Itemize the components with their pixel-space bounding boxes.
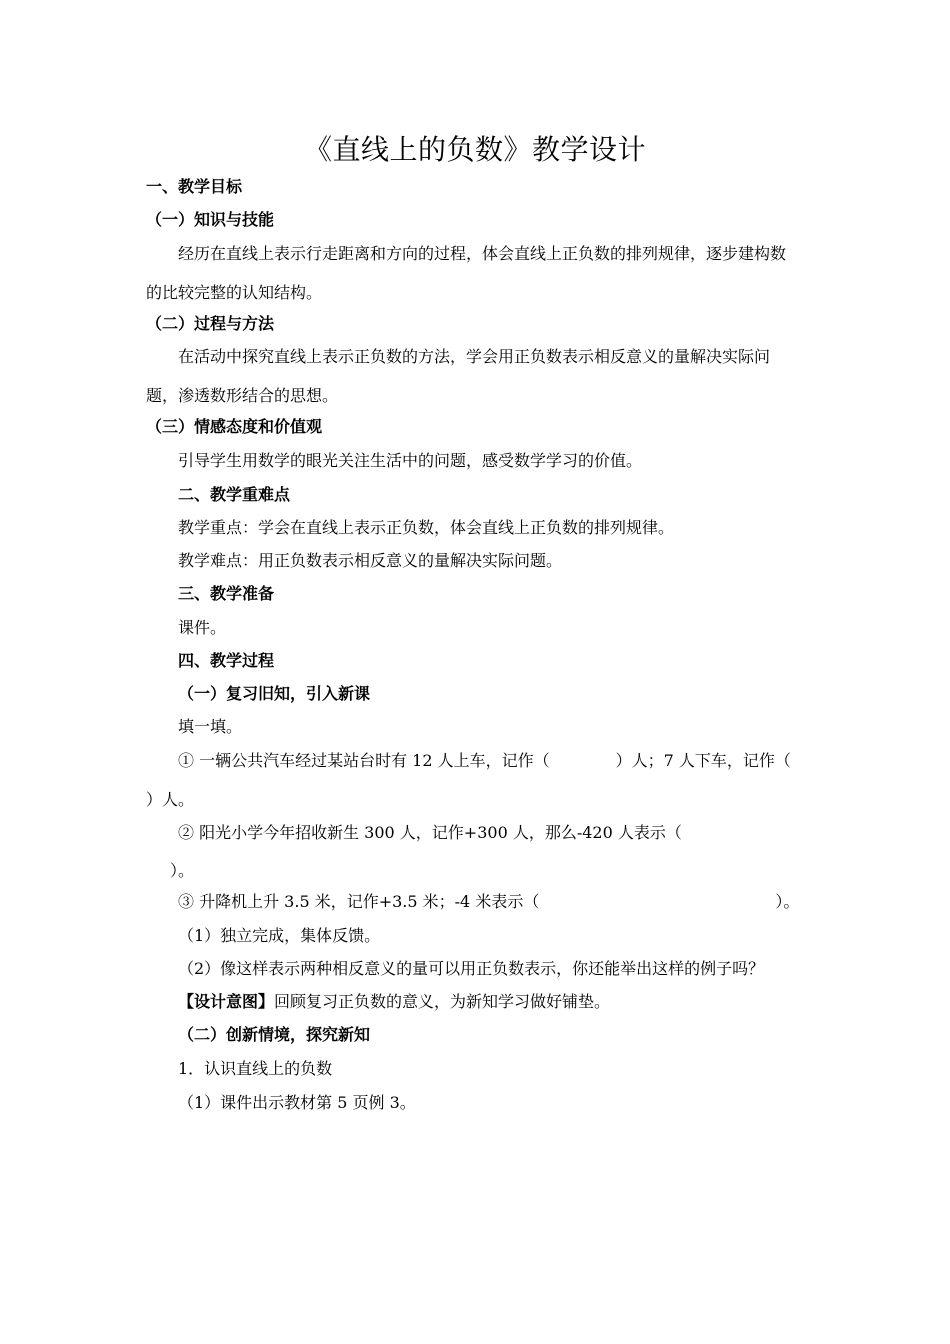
subheading-process-methods: （二）过程与方法 bbox=[146, 314, 275, 333]
step-1: （1）独立完成，集体反馈。 bbox=[178, 926, 381, 945]
question-1-part-b: ）人；7 人下车，记作（ bbox=[615, 751, 791, 770]
step-2: （2）像这样表示两种相反意义的量可以用正负数表示，你还能举出这样的例子吗？ bbox=[178, 959, 765, 978]
answer-blank-1a bbox=[550, 750, 616, 772]
question-2-line-2: ）。 bbox=[170, 861, 195, 880]
item-1-step-1: （1）课件出示教材第 5 页例 3。 bbox=[178, 1093, 416, 1112]
question-3-part-a: ③ 升降机上升 3.5 米，记作+3.5 米；-4 米表示（ bbox=[178, 892, 540, 911]
section-heading-preparation: 三、教学准备 bbox=[178, 584, 275, 603]
design-intent-label: 【设计意图】 bbox=[178, 992, 275, 1011]
paragraph-key-point: 教学重点：学会在直线上表示正负数，体会直线上正负数的排列规律。 bbox=[178, 518, 675, 537]
subheading-explore: （二）创新情境，探究新知 bbox=[178, 1025, 371, 1044]
paragraph-process-line-2: 题，渗透数形结合的思想。 bbox=[146, 386, 339, 405]
paragraph-fill-intro: 填一填。 bbox=[178, 717, 243, 736]
question-2-line-1: ② 阳光小学今年招收新生 300 人，记作+300 人，那么-420 人表示（ bbox=[178, 823, 682, 842]
paragraph-attitude: 引导学生用数学的眼光关注生活中的问题，感受数学学习的价值。 bbox=[178, 451, 643, 470]
subheading-knowledge-skills: （一）知识与技能 bbox=[146, 210, 275, 229]
section-heading-process: 四、教学过程 bbox=[178, 651, 275, 670]
design-intent-text: 回顾复习正负数的意义，为新知学习做好铺垫。 bbox=[274, 992, 611, 1011]
subheading-review: （一）复习旧知，引入新课 bbox=[178, 684, 371, 703]
document-title: 《直线上的负数》教学设计 bbox=[303, 133, 646, 166]
paragraph-knowledge-line-2: 的比较完整的认知结构。 bbox=[146, 283, 323, 302]
item-1-heading: 1．认识直线上的负数 bbox=[178, 1059, 333, 1078]
question-3-line bbox=[178, 891, 799, 913]
question-1-line-1 bbox=[178, 750, 791, 772]
question-1-part-c: ）人。 bbox=[146, 790, 195, 809]
section-heading-objectives: 一、教学目标 bbox=[146, 177, 243, 196]
design-intent bbox=[178, 991, 610, 1013]
section-heading-key-points: 二、教学重难点 bbox=[178, 485, 291, 504]
answer-blank-3 bbox=[539, 891, 775, 913]
paragraph-knowledge-line-1: 经历在直线上表示行走距离和方向的过程，体会直线上正负数的排列规律，逐步建构数 bbox=[178, 244, 787, 263]
paragraph-preparation: 课件。 bbox=[178, 618, 227, 637]
subheading-attitude-values: （三）情感态度和价值观 bbox=[146, 417, 323, 436]
question-3-part-b: ）。 bbox=[775, 892, 800, 911]
paragraph-difficult-point: 教学难点：用正负数表示相反意义的量解决实际问题。 bbox=[178, 551, 563, 570]
paragraph-process-line-1: 在活动中探究直线上表示正负数的方法，学会用正负数表示相反意义的量解决实际问 bbox=[178, 347, 771, 366]
question-1-part-a: ① 一辆公共汽车经过某站台时有 12 人上车，记作（ bbox=[178, 751, 550, 770]
